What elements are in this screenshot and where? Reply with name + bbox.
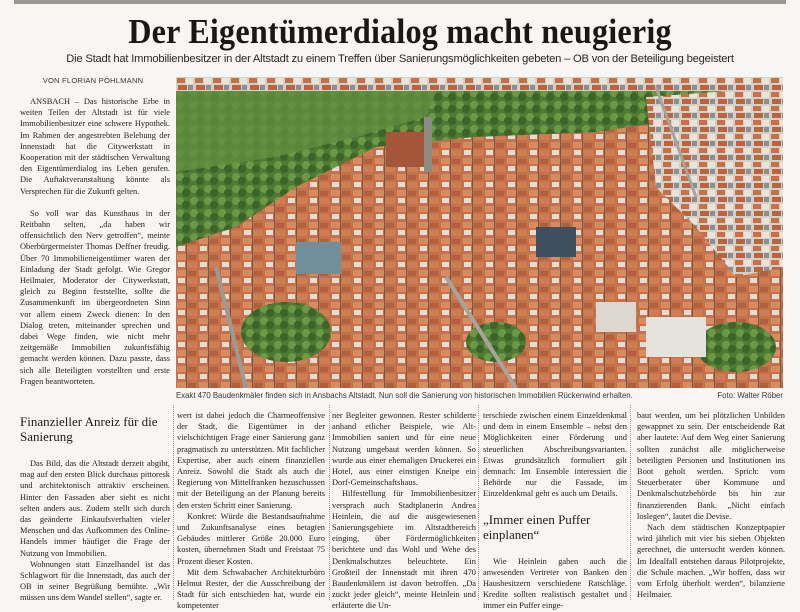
page-top-rule <box>14 0 786 4</box>
paragraph: Wohnungen statt Einzelhandel ist das Schlagwort für die Innenstadt, das auch der OB in seiner Begrüßung bemühte. „Wir müssen uns dem Wandel stellen“, sagte er. <box>20 559 170 603</box>
paragraph: baut werden, um bei plötzlichen Unbilden gewappnet zu sein. Der entscheidende Rat aber lautete: Auf dem Weg einer Sanierung sollten zunächst alle möglicherweise beteiligten Personen und Institutionen ins Boot geholt werden. Sprich: vom Steuerberater über Kommune und Denkmalschutzbehörde bis hin zur finanzierenden Bank. „Nicht einfach loslegen“, lautet die Devise. <box>637 411 785 521</box>
paragraph: wert ist dabei jedoch die Charmeoffensive der Stadt, die Eigentümer in der vielschichtigen Frage einer Sanierung ganz pragmatisch zu unterstützen. Mit fachlicher Expertise, aber auch einem finanziellen Anreiz. Sowohl die Stadt als auch die Regierung von Mittelfranken bezuschussen mit der Beteiligung an der Planung bereits den ersten Schritt einer Sanierung. <box>177 411 325 510</box>
paragraph: terschiede zwischen einem Einzeldenkmal und dem in einem Ensemble – nebst den Möglichkeiten einer Förderung und steuerlichen Abschreibungsvarianten. Etwas grundsätzlich formuliert gilt demnach: Im Ensemble interessiert die Behörde nur die Fassade, im Einzeldenkmal geht es auch um Details. <box>483 411 627 499</box>
column-2 <box>177 410 325 612</box>
column-divider <box>478 405 479 600</box>
section-subtitle-buffer: „Immer einen Puffer einplanen“ <box>483 511 591 542</box>
paragraph: So voll war das Kunsthaus in der Reitbahn selten, „da haben wir offensichtlich den Nerv getroffen“, meinte Oberbürgermeister Thomas Deffner freudig. Über 70 Immobilieneigentümer waren der Einladung der Stadt gefolgt. Wie Gregor Heilmaier, Moderator der Citywerkstatt, gleich zu Beginn feststellte, sollte die Zusammenkunft im übergeordneten Sinn vor allem einem Zweck dienen: In den Dialog treten, miteinander sprechen und dabei Wege finden, wie nicht mehr zeitgemäße Immobilien zukunftsfähig gemacht werden können. Dazu passte, dass sich alle Beteiligten vorstellten und erste Fragen beantworteten. <box>20 208 170 386</box>
column-1-bottom <box>20 402 170 604</box>
paragraph: Mit dem Schwabacher Architekturbüro Helmut Rester, der die Ausschreibung der Stadt für sich entschieden hat, wurde ein kompetenter <box>177 567 325 611</box>
column-3 <box>332 410 476 612</box>
paragraph: Nach dem städtischen Konzeptpapier wird jährlich mit vier bis sieben Objekten gerechnet, die untersucht werden können. Im Idealfall entstehen daraus Pilotprojekte, die Schule machen. „Wir hoffen, dass wir vom Erfolg überholt werden“, bilanzierte Heilmaier. <box>637 523 785 600</box>
column-5 <box>637 410 785 600</box>
article-subheadline: Die Stadt hat Immobilienbesitzer in der Altstadt zu einem Treffen über Sanierungsmöglichkeiten gebeten – OB von der Beteiligung begeistert <box>66 53 734 65</box>
paragraph-lead: ANSBACH – Das historische Erbe in weiten Teilen der Altstadt ist für viele Immobilienbesitzer eine schwere Hypothek. Im Rahmen der angestrebten Belebung der Innenstadt hat die Citywerkstatt in Kooperation mit der städtischen Verwaltung den Eigentümerdialog ins Leben gerufen. Die Auftaktveranstaltung könnte als Versprechen für die Zukunft gelten. <box>20 97 170 196</box>
section-subtitle-financial: Finanzieller Anreiz für die Sanierung <box>20 414 158 444</box>
paragraph: Wie Heinlein gaben auch die anwesenden Vertreter von Banken den Hausbesitzern verschiedene Ratschläge. Kredite sollten realistisch gestaltet und immer ein Puffer einge- <box>483 556 627 611</box>
photo-credit: Foto: Walter Röber <box>717 391 783 400</box>
column-4 <box>483 410 627 612</box>
article-headline: Der Eigentümerdialog macht neugierig <box>128 12 672 51</box>
paragraph: Konkret: Würde die Bestandsaufnahme und Zukunftsanalyse eines betagten Gebäudes mittlerer Größe 20.000 Euro kosten, übernehmen Stadt und Freistaat 75 Prozent dieser Kosten. <box>177 511 325 566</box>
aerial-photo <box>176 77 783 388</box>
column-divider <box>630 405 631 600</box>
paragraph: Das Bild, das die Altstadt derzeit abgibt, mag auf den ersten Blick durchaus pittoresk und architektonisch attraktiv erscheinen. Hinter den Fassaden aber sieht es nicht selten anders aus. Zudem stellt sich durch das geänderte Einkaufsverhalten vieler Menschen und das Aufkommen des Online-Handels immer häufiger die Frage der Nutzung von Immobilien. <box>20 459 170 558</box>
article-byline: VON FLORIAN PÖHLMANN <box>42 76 144 85</box>
column-divider <box>173 405 174 600</box>
column-divider <box>329 405 330 600</box>
paragraph: ner Begleiter gewonnen. Rester schilderte anhand etlicher Beispiele, wie Alt-Immobilien saniert und für eine neue Nutzung umgebaut werden können. So wurde aus einer ehemaligen Druckerei ein Hotel, aus einer einstigen Kneipe ein Dorf-Gemeinschaftshaus. <box>332 411 476 488</box>
paragraph: Hilfestellung für Immobilienbesitzer versprach auch Stadtplanerin Andrea Heinlein, die auf die ausgewiesenen Sanierungsgebiete im Altstadtbereich einging, über Fördermöglichkeiten berichtete und das Wohl und Wehe des Denkmalschutzes beleuchtete. Ein Großteil der Innenstadt mit ihren 470 Baudenkmälern ist davon betroffen. „Da zuckt jeder gleich“, meinte Heinlein und erläuterte die Un- <box>332 489 476 611</box>
aerial-photo-image <box>176 77 783 388</box>
photo-caption-row <box>176 391 783 401</box>
column-1-top <box>20 96 170 387</box>
photo-caption: Exakt 470 Baudenkmäler finden sich in Ansbachs Altstadt. Nun soll die Sanierung von historischen Immobilien Rückenwind erhalten. <box>176 391 633 400</box>
